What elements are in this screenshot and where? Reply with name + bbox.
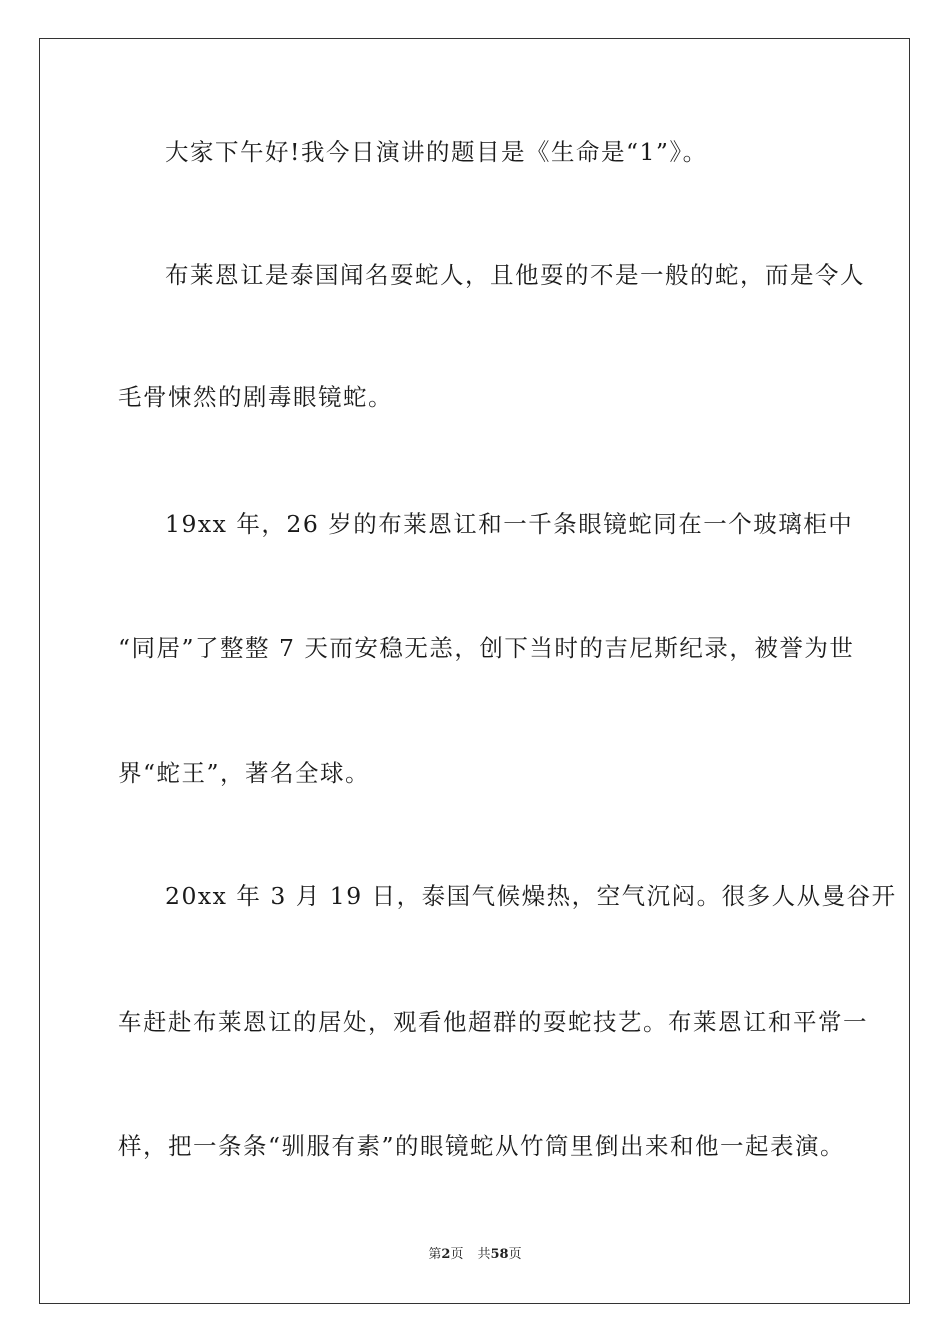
page-footer bbox=[0, 1246, 950, 1264]
page-prefix: 第 bbox=[428, 1247, 442, 1262]
paragraph-line-9: 样，把一条条“驯服有素”的眼镜蛇从竹筒里倒出来和他一起表演。 bbox=[118, 1132, 846, 1160]
paragraph-line-6: 界“蛇王”，著名全球。 bbox=[118, 759, 371, 787]
paragraph-line-7: 20xx 年 3 月 19 日，泰国气候燥热，空气沉闷。很多人从曼谷开 bbox=[165, 882, 897, 910]
page-suffix: 页 bbox=[450, 1247, 464, 1262]
paragraph-line-2: 布莱恩讧是泰国闻名耍蛇人，且他耍的不是一般的蛇，而是令人 bbox=[165, 261, 865, 289]
paragraph-line-1: 大家下午好!我今日演讲的题目是《生命是“1”》。 bbox=[165, 138, 708, 166]
total-suffix: 页 bbox=[508, 1247, 522, 1262]
paragraph-line-5: “同居”了整整 7 天而安稳无恙，创下当时的吉尼斯纪录，被誉为世 bbox=[118, 634, 855, 662]
page-number: 2 bbox=[441, 1247, 451, 1262]
total-prefix: 共 bbox=[477, 1247, 491, 1262]
paragraph-line-4: 19xx 年，26 岁的布莱恩讧和一千条眼镜蛇同在一个玻璃柜中 bbox=[165, 510, 854, 538]
page-border bbox=[39, 38, 910, 1304]
paragraph-line-8: 车赶赴布莱恩讧的居处，观看他超群的耍蛇技艺。布莱恩讧和平常一 bbox=[118, 1008, 868, 1036]
paragraph-line-3: 毛骨悚然的剧毒眼镜蛇。 bbox=[118, 383, 393, 411]
total-pages: 58 bbox=[490, 1247, 509, 1262]
